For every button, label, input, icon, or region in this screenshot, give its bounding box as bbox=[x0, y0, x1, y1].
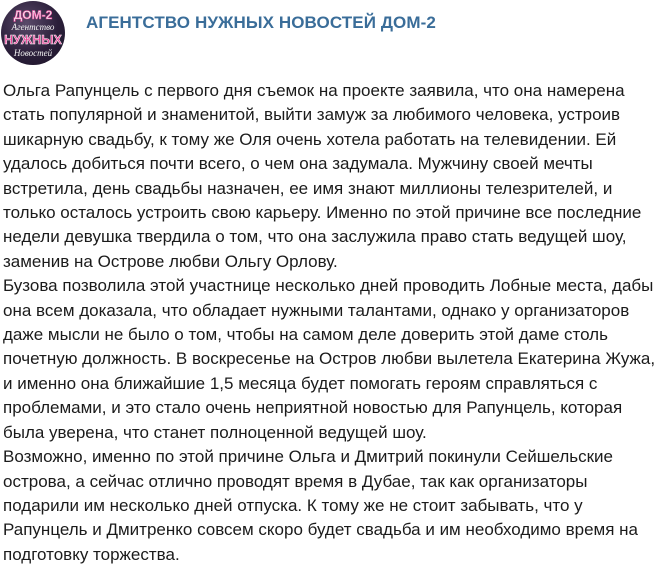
avatar-text-agency: Агентство bbox=[11, 22, 55, 32]
post-body bbox=[3, 79, 667, 567]
avatar-text-needed: НУЖНЫХ bbox=[4, 33, 62, 47]
post-paragraph: Бузова позволила этой участнице несколько дней проводить Лобные места, дабы она всем доказала, что обладает нужными талантами, однако у организаторов даже мысли не было о том, чтобы на самом деле доверить этой даме столь почетную должность. В воскресенье на Остров любви вылетела Екатерина Жужа, и именно она ближайшие 1,5 месяца будет помогать героям справляться с проблемами, и это стало очень неприятной новостью для Рапунцель, которая была уверена, что станет полноценной ведущей шоу. bbox=[3, 276, 656, 442]
avatar-logo-icon bbox=[1, 1, 65, 65]
post-paragraph: Возможно, именно по этой причине Ольга и Дмитрий покинули Сейшельские острова, а сейчас отлично проводят время в Дубае, так как организаторы подарили им несколько дней отпуска. К тому же не стоит забывать, что у Рапунцель и Дмитренко совсем скоро будет свадьба и им необходимо время на подготовку торжества. bbox=[3, 447, 639, 564]
channel-title[interactable]: АГЕНТСТВО НУЖНЫХ НОВОСТЕЙ ДОМ-2 bbox=[86, 13, 436, 32]
channel-header bbox=[0, 0, 670, 72]
post-paragraph: Ольга Рапунцель с первого дня съемок на проекте заявила, что она намерена стать популярной и знаменитой, выйти замуж за любимого человека, устроив шикарную свадьбу, к тому же Оля очень хотела работать на телевидении. Ей удалось добиться почти всего, о чем она задумала. Мужчину своей мечты встретила, день свадьбы назначен, ее имя знают миллионы телезрителей, и только осталось устроить свою карьеру. Именно по этой причине все последние недели девушка твердила о том, что она заслужила право стать ведущей шоу, заменив на Острове любви Ольгу Орлову. bbox=[3, 81, 642, 271]
avatar-text-dom2: ДОМ-2 bbox=[13, 8, 53, 22]
avatar-text-news: Новостей bbox=[13, 48, 53, 58]
header-divider bbox=[0, 71, 670, 72]
channel-avatar[interactable] bbox=[1, 1, 65, 65]
